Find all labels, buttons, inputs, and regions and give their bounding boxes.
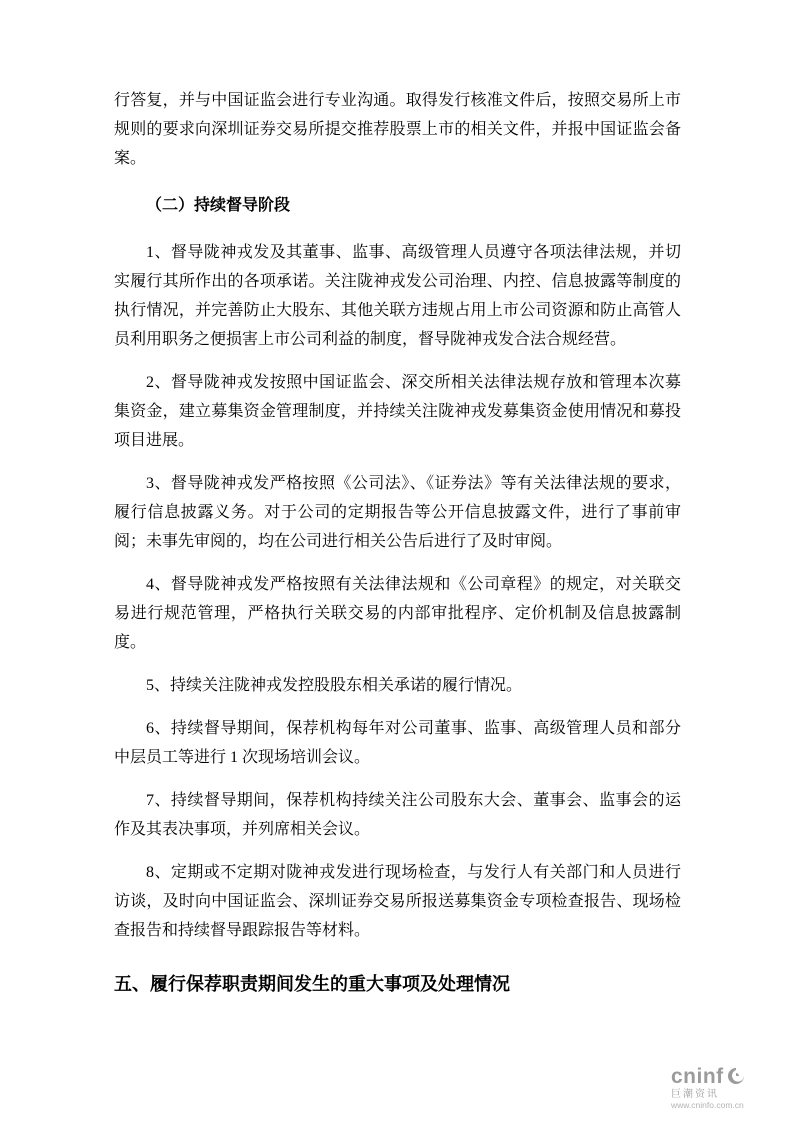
paragraph-item-2: 2、督导陇神戎发按照中国证监会、深交所相关法律法规存放和管理本次募集资金，建立募集资金管理制度，并持续关注陇神戎发募集资金使用情况和募投项目进展。 xyxy=(114,374,681,449)
cninfo-swirl-icon xyxy=(727,1067,745,1085)
paragraph-item-4: 4、督导陇神戎发严格按照有关法律法规和《公司章程》的规定，对关联交易进行规范管理，严格执行关联交易的内部审批程序、定价机制及信息披露制度。 xyxy=(114,576,681,651)
paragraph-item-1: 1、督导陇神戎发及其董事、监事、高级管理人员遵守各项法律法规，并切实履行其所作出的各项承诺。关注陇神戎发公司治理、内控、信息披露等制度的执行情况，并完善防止大股东、其他关联方违规占用上市公司资源和防止高管人员利用职务之便损害上市公司利益的制度，督导陇神戎发合法合规经营。 xyxy=(114,244,681,348)
paragraph-item-3: 3、督导陇神戎发严格按照《公司法》、《证券法》等有关法律法规的要求，履行信息披露义务。对于公司的定期报告等公开信息披露文件，进行了事前审阅；未事先审阅的，均在公司进行相关公告后进行了及时审阅。 xyxy=(114,475,681,550)
cninfo-logo xyxy=(671,1065,767,1110)
cninfo-logo-url: www.cninfo.com.cn xyxy=(671,1099,744,1110)
chapter-heading-major-events: 五、履行保荐职责期间发生的重大事项及处理情况 xyxy=(114,974,510,994)
section-heading-supervision-stage: （二）持续督导阶段 xyxy=(146,197,291,214)
paragraph-item-5: 5、持续关注陇神戎发控股股东相关承诺的履行情况。 xyxy=(146,677,523,694)
document-content xyxy=(114,86,681,999)
paragraph-intro-continuation: 行答复，并与中国证监会进行专业沟通。取得发行核准文件后，按照交易所上市规则的要求向深圳证券交易所提交推荐股票上市的相关文件，并报中国证监会备案。 xyxy=(114,92,681,167)
cninfo-logo-text: cninf xyxy=(671,1064,724,1088)
paragraph-item-8: 8、定期或不定期对陇神戎发进行现场检查，与发行人有关部门和人员进行访谈，及时向中国证监会、深圳证券交易所报送募集资金专项检查报告、现场检查报告和持续督导跟踪报告等材料。 xyxy=(114,864,681,939)
paragraph-item-7: 7、持续督导期间，保荐机构持续关注公司股东大会、董事会、监事会的运作及其表决事项，并列席相关会议。 xyxy=(114,792,681,838)
cninfo-logo-subtitle: 巨潮资讯 xyxy=(671,1088,719,1100)
paragraph-item-6: 6、持续督导期间，保荐机构每年对公司董事、监事、高级管理人员和部分中层员工等进行 1 次现场培训会议。 xyxy=(114,720,681,766)
